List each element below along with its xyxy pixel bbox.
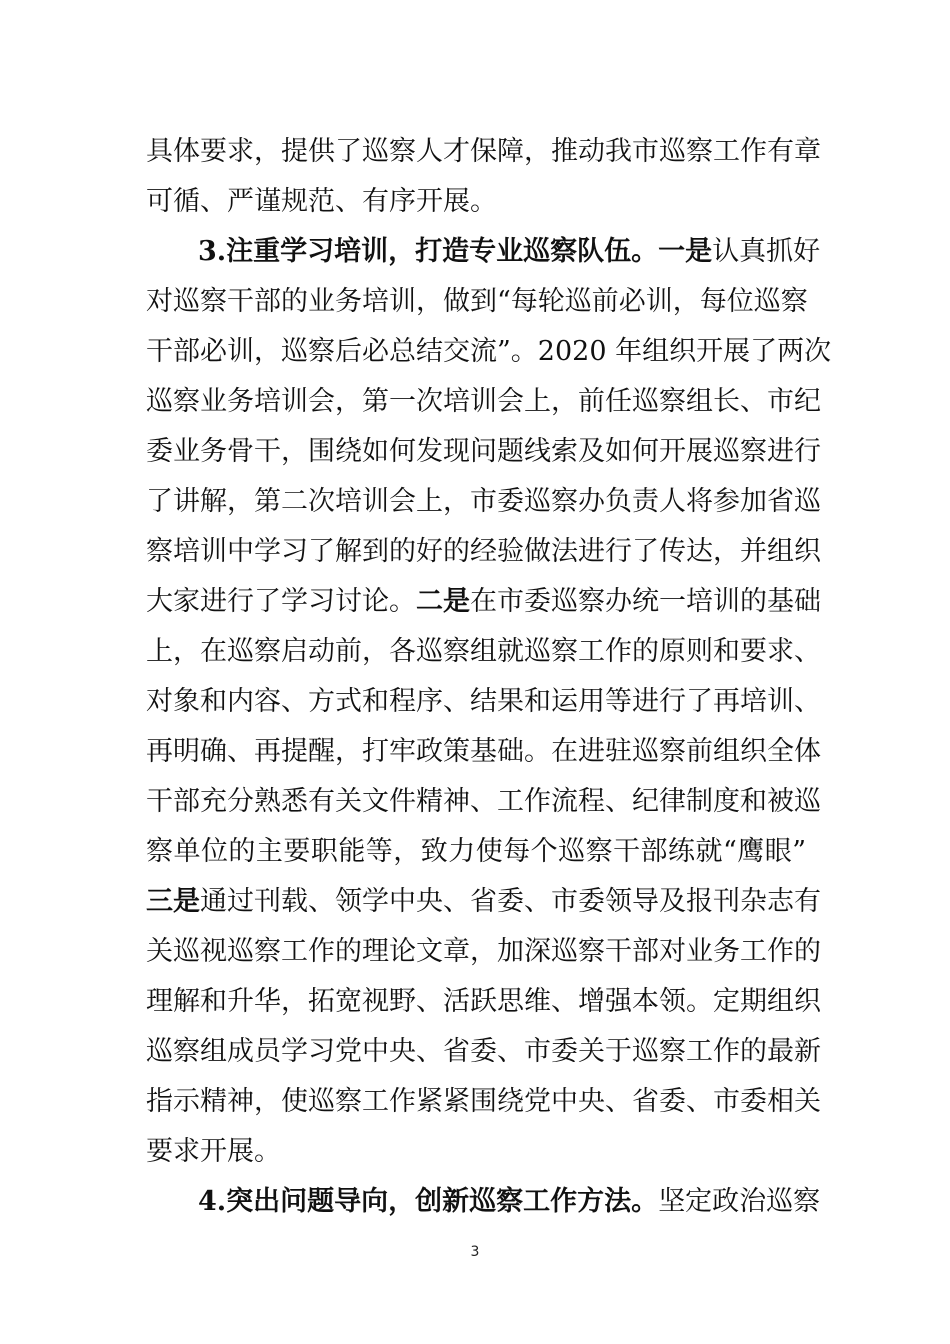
paragraph-line: 关巡视巡察工作的理论文章，加深巡察干部对业务工作的 bbox=[146, 936, 821, 967]
paragraph-line: 干部充分熟悉有关文件精神、工作流程、纪律制度和被巡 bbox=[146, 786, 821, 817]
paragraph-line: 察培训中学习了解到的好的经验做法进行了传达，并组织 bbox=[146, 536, 821, 567]
section-heading-3: 3.注重学习培训，打造专业巡察队伍。一是 bbox=[198, 236, 713, 267]
emphasis-third: 三是 bbox=[146, 886, 200, 917]
paragraph-line: 对巡察干部的业务培训，做到“每轮巡前必训，每位巡察 bbox=[146, 286, 808, 317]
paragraph-line: 再明确、再提醒，打牢政策基础。在进驻巡察前组织全体 bbox=[146, 736, 821, 767]
paragraph-line: 理解和升华，拓宽视野、活跃思维、增强本领。定期组织 bbox=[146, 986, 821, 1017]
paragraph-line: 巡察组成员学习党中央、省委、市委关于巡察工作的最新 bbox=[146, 1036, 821, 1067]
emphasis-second: 二是 bbox=[416, 586, 470, 617]
paragraph-line: 三是通过刊载、领学中央、省委、市委领导及报刊杂志有 bbox=[146, 886, 821, 917]
paragraph-line: 大家进行了学习讨论。二是在市委巡察办统一培训的基础 bbox=[146, 586, 821, 617]
paragraph-line: 具体要求，提供了巡察人才保障，推动我市巡察工作有章 bbox=[146, 136, 821, 167]
paragraph-line: 了讲解，第二次培训会上，市委巡察办负责人将参加省巡 bbox=[146, 486, 821, 517]
paragraph-line: 上，在巡察启动前，各巡察组就巡察工作的原则和要求、 bbox=[146, 636, 821, 667]
paragraph-line: 察单位的主要职能等，致力使每个巡察干部练就“鹰眼” bbox=[146, 836, 806, 867]
section-heading-line: 4.突出问题导向，创新巡察工作方法。坚定政治巡察 bbox=[198, 1186, 821, 1217]
page-number: 3 bbox=[470, 1244, 480, 1260]
paragraph-line: 要求开展。 bbox=[146, 1136, 281, 1167]
paragraph-line: 对象和内容、方式和程序、结果和运用等进行了再培训、 bbox=[146, 686, 821, 717]
paragraph-line: 委业务骨干，围绕如何发现问题线索及如何开展巡察进行 bbox=[146, 436, 821, 467]
paragraph-line: 指示精神，使巡察工作紧紧围绕党中央、省委、市委相关 bbox=[146, 1086, 821, 1117]
section-heading-line: 3.注重学习培训，打造专业巡察队伍。一是认真抓好 bbox=[198, 236, 821, 267]
section-heading-4: 4.突出问题导向，创新巡察工作方法。 bbox=[198, 1186, 659, 1217]
paragraph-line: 巡察业务培训会，第一次培训会上，前任巡察组长、市纪 bbox=[146, 386, 821, 417]
paragraph-line: 干部必训，巡察后必总结交流”。2020 年组织开展了两次 bbox=[146, 336, 832, 367]
paragraph-line: 可循、严谨规范、有序开展。 bbox=[146, 186, 497, 217]
